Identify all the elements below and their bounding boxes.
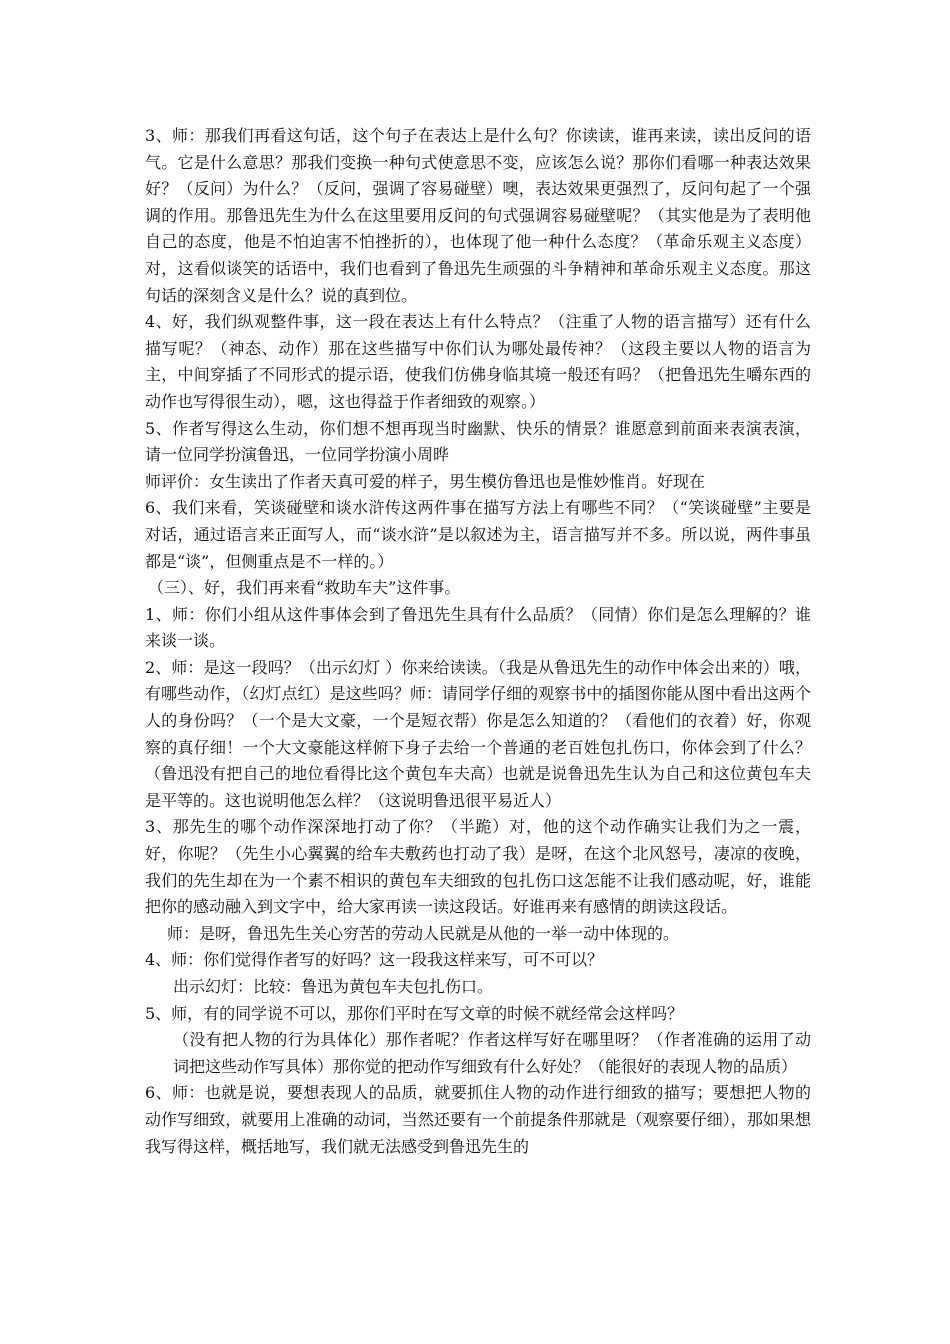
paragraph-teacher-comment: 师评价：女生读出了作者天真可爱的样子，男生模仿鲁迅也是惟妙惟肖。好现在 — [145, 471, 706, 491]
paragraph-5-role-play: 5、作者写得这么生动，你们想不想再现当时幽默、快乐的情景？谁愿意到前面来表演表演，请一位同学扮演鲁迅，一位同学扮演小周晔 — [145, 418, 811, 465]
paragraph-6-conclusion: 6、师：也就是说，要想表现人的品质，就要抓住人物的动作进行细致的描写；要想把人物的动作写细致，就要用上准确的动词，当然还要有一个前提条件那就是（观察要仔细），那如果想我写得这样，概括地写，我们就无法感受到鲁迅先生的 — [145, 1083, 811, 1156]
paragraph-4-rewrite-question: 4、师：你们觉得作者写的好吗？这一段我这样来写，可不可以？ — [145, 950, 604, 970]
paragraph-slide-comparison: 出示幻灯：比较：鲁迅为黄包车夫包扎伤口。 — [173, 977, 494, 996]
paragraph-2-illustration: 2、师：是这一段吗？（出示幻灯 ）你来给读读。（我是从鲁迅先生的动作中体会出来的）哦，有哪些动作，（幻灯点红）是这些吗？师：请同学仔细的观察书中的插图你能从图中看出这两个人的身份吗？（一个是大文豪，一个是短衣帮）你是怎么知道的？（看他们的衣着）好，你观察的真仔细！一个大文豪能这样俯下身子去给一个普通的老百姓包扎伤口，你体会到了什么？（鲁迅没有把自己的地位看得比这个黄包车夫高）也就是说鲁迅先生认为自己和这位黄包车夫是平等的。这也说明他怎么样？（这说明鲁迅很平易近人） — [145, 657, 811, 810]
section-heading-rescue-driver: （三）、好，我们再来看“救助车夫”这件事。 — [148, 578, 461, 598]
paragraph-4-expression-features: 4、好，我们纵观整件事，这一段在表达上有什么特点？（注重了人物的语言描写）还有什么描写呢？（神态、动作）那在这些描写中你们认为哪处最传神？（这段主要以人物的语言为主，中间穿插了不同形式的提示语，使我们仿佛身临其境一般还有吗？（把鲁迅先生嚼东西的动作也写得很生动），嗯，这也得益于作者细致的观察。） — [145, 312, 811, 411]
paragraph-6-comparison: 6、我们来看，笑谈碰壁和谈水浒传这两件事在描写方法上有哪些不同？（“笑谈碰壁”主要是对话，通过语言来正面写人，而“谈水浒”是以叙述为主，语言描写并不多。所以说，两件事虽都是“谈”，但侧重点是不一样的。） — [145, 498, 811, 571]
paragraph-3-rhetorical-question: 3、师：那我们再看这句话，这个句子在表达上是什么句？你读读，谁再来读，读出反问的语气。它是什么意思？那我们变换一种句式使意思不变，应该怎么说？那你们看哪一种表达效果好？（反问）为什么？（反问，强调了容易碰壁）噢，表达效果更强烈了，反问句起了一个强调的作用。那鲁迅先生为什么在这里要用反问的句式强调容易碰壁呢？（其实他是为了表明他自己的态度，他是不怕迫害不怕挫折的），也体现了他一种什么态度？（革命乐观主义态度）对，这看似谈笑的话语中，我们也看到了鲁迅先生顽强的斗争精神和革命乐观主义态度。那这句话的深刻含义是什么？说的真到位。 — [145, 126, 811, 305]
paragraph-3-kneeling: 3、那先生的哪个动作深深地打动了你？（半跪）对，他的这个动作确实让我们为之一震，好，你呢？（先生小心翼翼的给车夫敷药也打动了我）是呀，在这个北风怒号，凄凉的夜晚，我们的先生却在为一个素不相识的黄包车夫细致的包扎伤口这怎能不让我们感动呢，好，谁能把你的感动融入到文字中，给大家再读一读这段话。好谁再来有感情的朗读这段话。 — [145, 817, 811, 917]
paragraph-teacher-summary: 师：是呀，鲁迅先生关心穷苦的劳动人民就是从他的一举一动中体现的。 — [167, 923, 680, 943]
paragraph-1-group-discussion: 1、师：你们小组从这件事体会到了鲁迅先生具有什么品质？（同情）你们是怎么理解的？谁来谈一谈。 — [145, 604, 811, 651]
paragraph-5-detail: （没有把人物的行为具体化）那作者呢？作者这样写好在哪里呀？（作者准确的运用了动词把这些动作写具体）那你觉的把动作写细致有什么好处？（能很好的表现人物的品质） — [173, 1030, 811, 1076]
document-body — [145, 123, 811, 1160]
paragraph-5-students-answer: 5、师，有的同学说不可以，那你们平时在写文章的时候不就经常会这样吗？ — [145, 1003, 684, 1023]
